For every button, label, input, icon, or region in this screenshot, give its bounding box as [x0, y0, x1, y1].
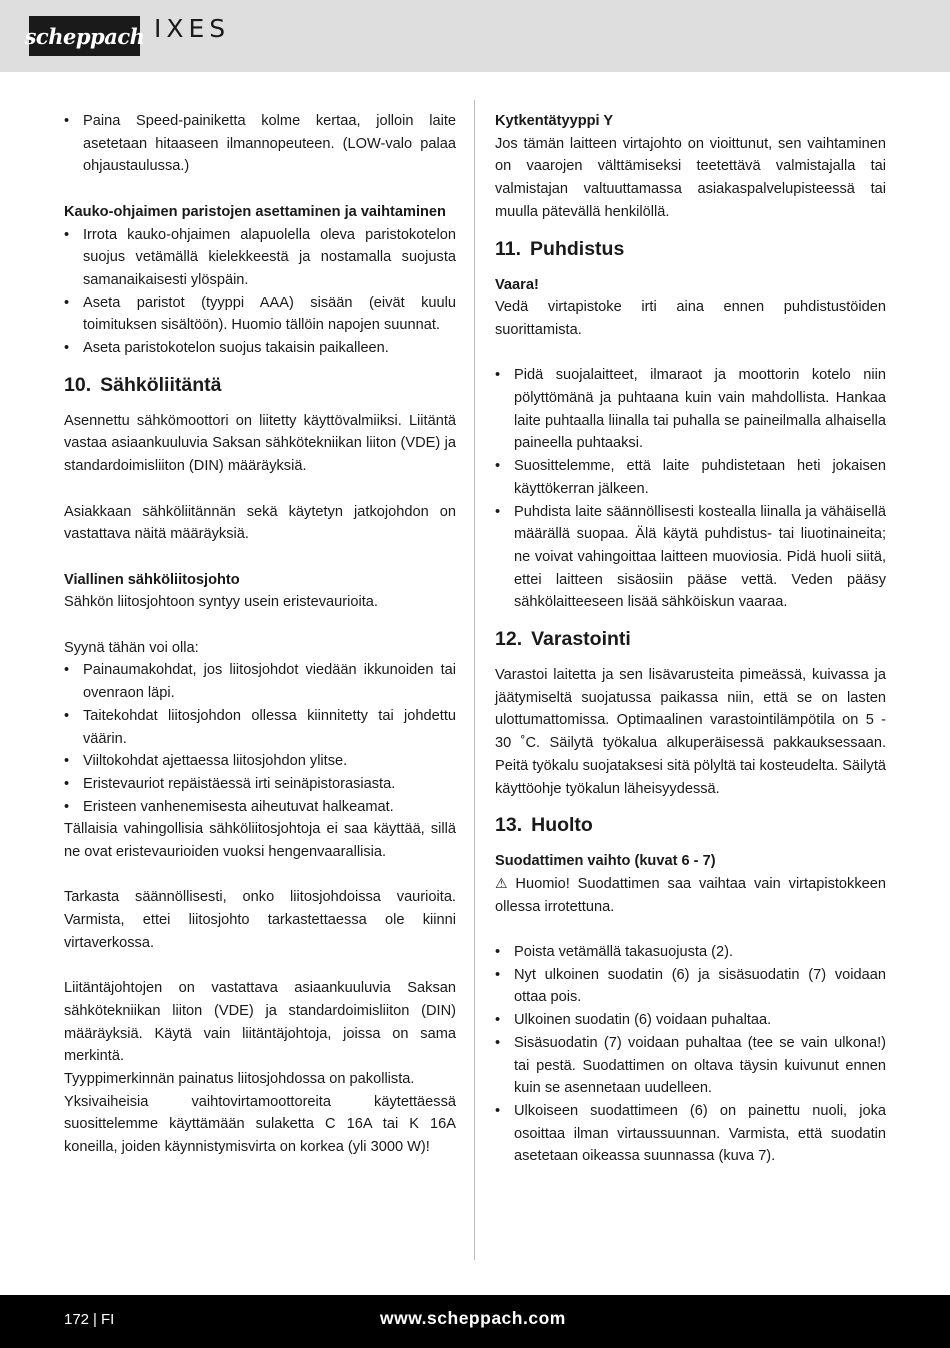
list-item: • Irrota kauko-ohjaimen alapuolella oleva paristokotelon suojus vetämällä kielekkeestä ja nostamalla suojusta samanaikaisesti ylöspäin.	[64, 224, 456, 292]
list-item: • Painaumakohdat, jos liitosjohdot viedään ikkunoiden tai ovenraon läpi.	[64, 659, 456, 704]
warning-triangle-icon: ⚠	[495, 875, 512, 892]
list-item: • Aseta paristot (tyyppi AAA) sisään (eivät kuulu toimituksen sisältöön). Huomio tällöin napojen suunnat.	[64, 292, 456, 337]
paragraph: Vedä virtapistoke irti aina ennen puhdistustöiden suorittamista.	[495, 299, 886, 338]
battery-heading: Kauko-ohjaimen paristojen asettaminen ja vaihtaminen	[64, 203, 446, 220]
paragraph: Liitäntäjohtojen on vastattava asiaankuuluvia Saksan sähkötekniikan liiton (VDE) ja standardoimisliiton (DIN) määräyksiä. Käytä vain liitäntäjohtoja, joissa on sama merkintä.	[64, 980, 456, 1065]
list-item: • Ulkoinen suodatin (6) voidaan puhaltaa.	[495, 1009, 886, 1032]
list-item: • Ulkoiseen suodattimeen (6) on painettu nuoli, joka osoittaa ilman virtaussuunnan. Varmista, että suodatin asetetaan oikeassa suunnassa (kuva 7).	[495, 1100, 886, 1168]
list-item: • Eristevauriot repäistäessä irti seinäpistorasiasta.	[64, 773, 456, 796]
list-item: • Aseta paristokotelon suojus takaisin paikalleen.	[64, 337, 456, 360]
list-item: • Taitekohdat liitosjohdon ollessa kiinnitetty tai johdettu väärin.	[64, 705, 456, 750]
speed-list	[64, 110, 456, 178]
filter-warning: ⚠ Huomio! Suodattimen saa vaihtaa vain virtapistokkeen ollessa irrotettuna.	[495, 875, 886, 915]
section-13-heading: 13. Huolto	[495, 814, 593, 837]
damaged-cable-heading: Viallinen sähköliitosjohto	[64, 571, 240, 588]
website-link[interactable]: www.scheppach.com	[380, 1308, 566, 1328]
paragraph: Syynä tähän voi olla:	[64, 639, 199, 656]
list-item: • Pidä suojalaitteet, ilmaraot ja moottorin kotelo niin pölyttömänä ja puhtaana kuin vain mahdollista. Hankaa laite puhtaalla liinalla tai puhalla se paineilmalla alhaisella paineella puhtaaksi.	[495, 364, 886, 455]
paragraph: Varastoi laitetta ja sen lisävarusteita pimeässä, kuivassa ja jäätymiseltä suojatussa paikassa niin, että se on lasten ulottumattomissa. Optimaalinen varastointilämpötila on 5 - 30 ˚C. Säilytä työkalua alkuperäisessä pakkauksessaan. Peitä työkalu suojataksesi sitä pölyltä tai kosteudelta. Säilytä käyttöohje työkalun läheisyydessä.	[495, 667, 887, 797]
filter-change-heading: Suodattimen vaihto (kuvat 6 - 7)	[495, 853, 716, 870]
list-item: • Eristeen vanhenemisesta aiheutuvat halkeamat.	[64, 796, 456, 819]
paragraph: Sähkön liitosjohtoon syntyy usein eristevaurioita.	[64, 594, 378, 611]
column-divider	[474, 100, 475, 1260]
paragraph: Tyyppimerkinnän painatus liitosjohdossa on pakollista.	[64, 1071, 415, 1088]
list-item: • Suosittelemme, että laite puhdistetaan heti jokaisen käyttökerran jälkeen.	[495, 455, 886, 500]
section-11-heading: 11. Puhdistus	[495, 237, 625, 260]
section-10-heading: 10. Sähköliitäntä	[64, 373, 222, 396]
paragraph: Jos tämän laitteen virtajohto on vioittunut, sen vaihtaminen on vaarojen välttämiseksi teetettävä valmistajalla tai valmistajan valtuuttamassa asiakaspalvelupisteessä tai muulla pätevällä henkilöllä.	[495, 135, 886, 220]
list-item: • Nyt ulkoinen suodatin (6) ja sisäsuodatin (7) voidaan ottaa pois.	[495, 964, 886, 1009]
section-12-heading: 12. Varastointi	[495, 628, 631, 651]
page-footer	[0, 1295, 950, 1348]
paragraph: Asennettu sähkömoottori on liitetty käyttövalmiiksi. Liitäntä vastaa asiaankuuluvia Saksan sähkötekniikan liiton (VDE) ja standardoimisliiton (DIN) määräyksiä.	[64, 412, 456, 475]
ixes-brand-logo: IXES	[154, 14, 231, 43]
list-item: • Puhdista laite säännöllisesti kostealla liinalla ja vähäisellä määrällä suopaa. Älä käytä puhdistus- tai liuotinaineita; ne voivat vahingoittaa laitteen muoviosia. Pidä huoli siitä, ettei laitteen sisäosiin pääse vettä. Veden pääsy sähkölaitteeseen lisää sähköiskun vaaraa.	[495, 501, 886, 615]
scheppach-logo: scheppach	[29, 16, 140, 56]
list-item: • Poista vetämällä takasuojusta (2).	[495, 941, 886, 964]
right-column	[495, 110, 886, 1168]
page-number: 172 | FI	[64, 1311, 115, 1328]
danger-heading: Vaara!	[495, 276, 539, 293]
battery-list	[64, 224, 456, 360]
list-item: • Viiltokohdat ajettaessa liitosjohdon ylitse.	[64, 750, 456, 773]
list-item: • Paina Speed-painiketta kolme kertaa, jolloin laite asetetaan hitaaseen ilmannopeuteen. (LOW-valo palaa ohjaustaulussa.)	[64, 110, 456, 178]
paragraph: Asiakkaan sähköliitännän sekä käytetyn jatkojohdon on vastattava näitä määräyksiä.	[64, 503, 456, 543]
filter-list	[495, 941, 886, 1168]
list-item: • Sisäsuodatin (7) voidaan puhaltaa (tee se vain ulkona!) tai pestä. Suodattimen on oltava täysin kuivunut ennen kuin se asennetaan uudelleen.	[495, 1032, 886, 1100]
cleaning-list	[495, 364, 886, 614]
page-header	[0, 0, 950, 72]
paragraph: Tällaisia vahingollisia sähköliitosjohtoja ei saa käyttää, sillä ne ovat eristevaurioiden vuoksi hengenvaarallisia.	[64, 821, 456, 861]
paragraph: Tarkasta säännöllisesti, onko liitosjohdoissa vaurioita. Varmista, ettei liitosjohto tarkastettaessa ole kiinni virtaverkossa.	[64, 889, 456, 951]
connection-type-heading: Kytkentätyyppi Y	[495, 113, 614, 129]
paragraph: Yksivaiheisia vaihtovirtamoottoreita käytettäessä suosittelemme käyttämään sulaketta C 16A tai K 16A koneilla, joiden käynnistymisvirta on korkea (yli 3000 W)!	[64, 1093, 456, 1156]
causes-list	[64, 659, 456, 818]
left-column	[64, 110, 456, 1159]
